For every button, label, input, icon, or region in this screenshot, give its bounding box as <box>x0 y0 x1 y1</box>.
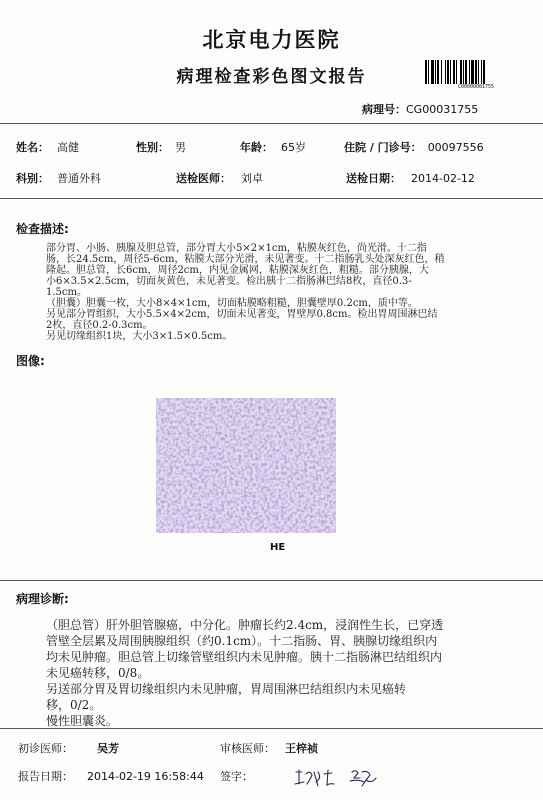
age-label: 年龄： <box>240 141 273 154</box>
date-value: 2014-02-12 <box>411 172 475 185</box>
patient-sex <box>136 139 186 155</box>
first-doctor-value: 吴芳 <box>97 742 119 755</box>
department <box>16 170 101 186</box>
inpatient-label: 住院 / 门诊号： <box>344 141 422 154</box>
diagnosis-line: 管壁全层累及周围胰腺组织（约0.1cm）。十二指肠、胃、胰腺切缘组织内 <box>46 634 438 648</box>
name-value: 高健 <box>57 141 79 154</box>
pathology-number-label: 病理号： <box>362 103 406 116</box>
report-date-label: 报告日期： <box>18 770 73 783</box>
description-line: 另见部分胃组织，大小5.5×4×2cm，切面未见著变，胃壁厚0.8cm。检出胃周围淋巴结 <box>46 309 438 320</box>
reviewer-value: 王梓祯 <box>285 742 318 755</box>
handwritten-signature <box>292 766 412 790</box>
description-heading: 检查描述: <box>16 222 69 236</box>
inpatient-value: 00097556 <box>427 141 484 154</box>
age-value: 65岁 <box>281 141 306 154</box>
description-line: （胆囊）胆囊一枚，大小8×4×1cm，切面粘膜略粗糙，胆囊壁厚0.2cm，质中等。 <box>46 298 418 309</box>
dept-value: 普通外科 <box>57 172 101 185</box>
diagnosis-line: 慢性胆囊炎。 <box>46 714 119 728</box>
reviewer-label: 审核医师： <box>220 742 275 755</box>
divider <box>0 728 543 729</box>
description-line: 1.5cm。 <box>46 287 87 298</box>
barcode-text: C00000001755 <box>457 84 495 90</box>
description-line: 肠，长24.5cm，周径5-6cm，粘膜大部分光滑，未见著变。十二指肠乳头处深灰红色，稍 <box>46 254 445 265</box>
referring-doctor <box>176 170 263 186</box>
diagnosis-heading: 病理诊断: <box>16 592 69 606</box>
date-label: 送检日期： <box>346 172 401 185</box>
sex-label: 性别： <box>136 141 169 154</box>
image-caption: HE <box>270 542 286 553</box>
description-line: 2枚，直径0.2-0.3cm。 <box>46 320 153 331</box>
diagnosis-line: 另送部分胃及胃切缘组织内未见肿瘤，胃周围淋巴结组织内未见癌转 <box>46 682 407 696</box>
patient-name <box>16 139 79 155</box>
histology-image <box>156 398 336 533</box>
diagnosis-line: 未见癌转移，0/8。 <box>46 666 150 680</box>
signature-label: 签字： <box>220 770 253 783</box>
diagnosis-line: 均未见肿瘤。胆总管上切缘管壁组织内未见肿瘤。胰十二指肠淋巴结组织内 <box>46 650 443 664</box>
pathology-number-value: CG00031755 <box>406 103 479 116</box>
submission-date <box>346 170 475 186</box>
description-body <box>46 243 526 342</box>
barcode-icon <box>424 60 528 84</box>
reviewer <box>220 740 318 756</box>
description-line: 小6×3.5×2.5cm，切面灰黄色，未见著变。检出胰十二指肠淋巴结8枚，直径0.3- <box>46 276 412 287</box>
report-date-value: 2014-02-19 16:58:44 <box>87 770 204 783</box>
report-date <box>18 768 204 784</box>
patient-age <box>240 139 306 155</box>
divider <box>0 123 543 124</box>
inpatient-number <box>344 139 484 155</box>
divider <box>0 198 543 199</box>
doctor-value: 刘卓 <box>241 172 263 185</box>
pathology-number <box>362 101 478 117</box>
first-doctor <box>18 740 119 756</box>
divider <box>0 580 543 581</box>
diagnosis-line: （胆总管）肝外胆管腺癌，中分化。肿瘤长约2.4cm，浸润性生长，已穿透 <box>46 618 444 632</box>
name-label: 姓名： <box>16 141 49 154</box>
description-line: 部分胃、小肠、胰腺及胆总管，部分胃大小5×2×1cm，粘膜灰红色，尚光滑。十二指 <box>46 243 427 254</box>
hospital-name: 北京电力医院 <box>202 28 341 52</box>
sex-value: 男 <box>175 141 186 154</box>
diagnosis-line: 移，0/2。 <box>46 698 102 712</box>
doctor-label: 送检医师： <box>176 172 231 185</box>
image-heading: 图像: <box>16 354 45 368</box>
report-title: 病理检查彩色图文报告 <box>176 67 367 87</box>
description-line: 隆起。胆总管，长6cm，周径2cm，内见金属网，粘膜深灰红色，粗糙。部分胰腺，大 <box>46 265 429 276</box>
dept-label: 科别： <box>16 172 49 185</box>
diagnosis-body <box>46 617 526 729</box>
description-line: 另见切缘组织1块，大小3×1.5×0.5cm。 <box>46 331 233 342</box>
first-doctor-label: 初诊医师： <box>18 742 73 755</box>
